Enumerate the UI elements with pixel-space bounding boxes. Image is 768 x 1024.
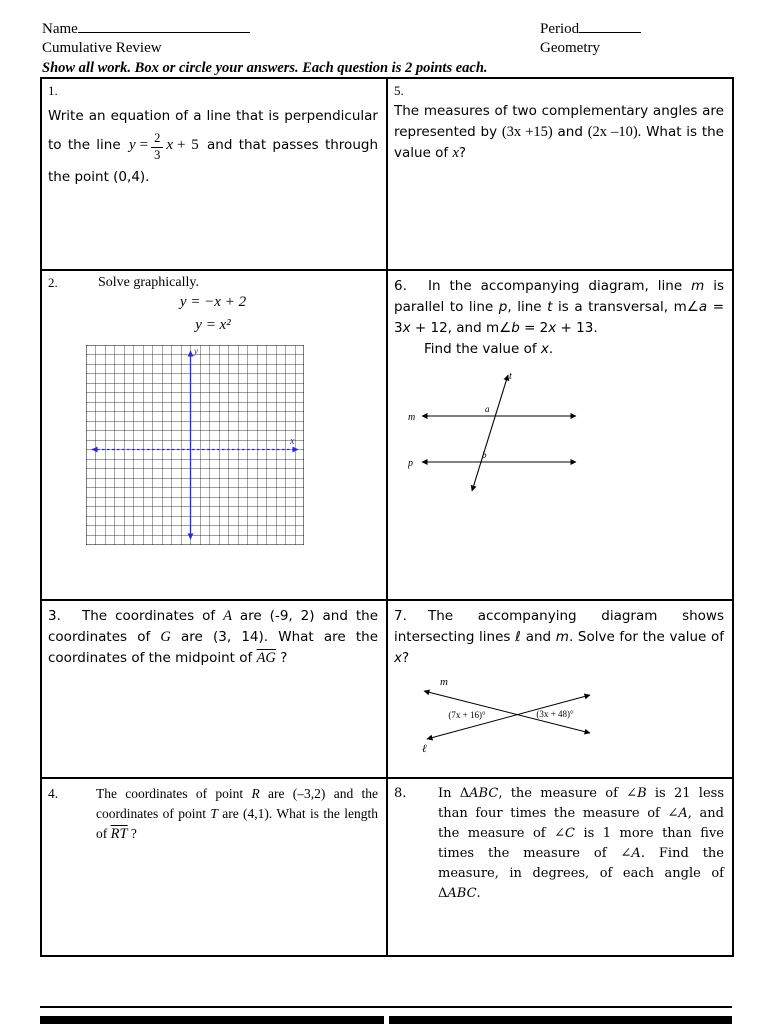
label-angle-a: a [485, 404, 490, 414]
seg: The coordinates of [82, 608, 224, 624]
grid-paper [86, 345, 304, 545]
equation-2: y = x² [195, 317, 231, 333]
seg: + 12, and m∠ [410, 320, 512, 336]
question-1-text [48, 102, 378, 192]
seg: is a transversal, m∠ [552, 299, 699, 315]
parallel-lines-diagram [408, 368, 724, 503]
seg: The coordinates of point [96, 786, 252, 801]
question-8-number: 8. [394, 786, 407, 801]
question-2-title: Solve graphically. [98, 275, 199, 290]
seg: In Δ [438, 786, 470, 801]
angle-C: C [565, 826, 575, 841]
seg: The measures of two complementary angles are represented by [394, 103, 724, 140]
question-7-number: 7. [394, 608, 407, 624]
question-4-cell [41, 778, 387, 956]
next-page-cell-right [389, 1016, 733, 1024]
instructions-line: Show all work. Box or circle your answers. Each question is 2 points each. [42, 60, 488, 76]
question-6-number: 6. [394, 278, 407, 294]
var-l: ℓ [515, 629, 522, 645]
var-x: x [548, 320, 557, 336]
question-6-find-line [424, 339, 724, 360]
seg: , line [507, 299, 548, 315]
var-t: t [547, 299, 553, 315]
seg: , and the measure of ∠ [438, 806, 724, 841]
question-2-cell [41, 270, 387, 600]
period-field [540, 19, 732, 39]
var-m: m [555, 629, 569, 645]
question-3-number: 3. [48, 608, 61, 624]
seg: Find the value of [424, 341, 541, 357]
seg: are (-9, 2) and the coordinates of [48, 608, 379, 645]
seg: The accompanying diagram shows intersecting lines [394, 608, 724, 645]
seg: = 2 [519, 320, 549, 336]
var-p: p [498, 299, 508, 315]
label-m: m [408, 412, 416, 423]
question-8-cell [387, 778, 733, 956]
expr-1: (3x +15) [501, 124, 553, 140]
label-t: t [509, 371, 512, 382]
seg: ? [127, 826, 137, 841]
question-4-text [48, 784, 378, 844]
question-7-cell [387, 600, 733, 778]
seg: and [521, 629, 556, 645]
angle-B: B [637, 786, 647, 801]
question-5-number: 5. [394, 83, 404, 98]
formula-equals: = [139, 137, 149, 153]
seg: and [552, 124, 588, 140]
point-R: R [251, 786, 260, 801]
seg: is 21 less than four times the measure of ∠ [438, 786, 724, 821]
fraction-denominator: 3 [154, 148, 161, 162]
formula-y: y [128, 137, 136, 153]
angle-A: A [631, 846, 641, 861]
question-5-cell [387, 78, 733, 270]
label-angle-right: (3x + 48)° [536, 709, 574, 719]
question-3-cell [41, 600, 387, 778]
question-5-text [394, 101, 724, 164]
seg: What is the value of [394, 124, 724, 161]
question-3-text [48, 606, 378, 669]
question-6-cell [387, 270, 733, 600]
seg: are (3, 14). What are the coordinates of the midpoint of [48, 629, 378, 666]
worksheet-header [42, 19, 732, 77]
expr-2: (2x –10). [587, 124, 642, 140]
question-8-text [394, 784, 724, 904]
seg: = 3 [394, 299, 725, 336]
var-x: x [394, 650, 402, 666]
seg: Write an equation of a line that is perpendicular to the line [48, 108, 378, 153]
point-T: T [210, 806, 218, 821]
subject-label: Geometry [540, 40, 600, 56]
name-label: Name [42, 21, 78, 37]
label-angle-left: (7x + 16)° [448, 710, 486, 720]
seg: ? [275, 650, 288, 666]
questions-table [40, 77, 734, 957]
question-2-number: 2. [48, 275, 58, 290]
name-field [42, 19, 250, 39]
next-page-table-edge [40, 1016, 732, 1024]
question-6-text [394, 276, 724, 339]
fraction [151, 132, 163, 163]
intersecting-lines-diagram [410, 675, 724, 760]
next-page-cell-left [40, 1016, 384, 1024]
period-label: Period [540, 21, 580, 37]
seg: , the measure of ∠ [498, 786, 638, 801]
seg: . Solve for the value of [568, 629, 724, 645]
fraction-numerator: 2 [151, 132, 163, 148]
coordinate-grid [86, 345, 378, 550]
seg: . Find the measure, in degrees, of each angle of Δ [438, 846, 725, 901]
period-blank-line [579, 19, 641, 33]
var-m: m [691, 278, 705, 294]
seg: are (–3,2) and the coordinates of point [96, 786, 378, 821]
seg: In the accompanying diagram, line [428, 278, 692, 294]
equation-1: y = −x + 2 [179, 294, 247, 310]
transversal-line-t [472, 375, 508, 491]
angle-A: A [678, 806, 688, 821]
label-l: ℓ [422, 743, 427, 755]
var-x: x [452, 145, 459, 161]
seg: are (4,1). What is the length of [96, 806, 378, 841]
seg: is parallel to line [394, 278, 724, 315]
question-4-number: 4. [48, 786, 59, 801]
question-1-number: 1. [48, 83, 58, 98]
label-angle-b: b [482, 450, 487, 460]
var-b: b [511, 320, 520, 336]
seg: + 13. [556, 320, 598, 336]
seg: ? [458, 145, 467, 161]
seg: is 1 more than five times the measure of ∠ [438, 826, 724, 861]
label-m: m [440, 676, 448, 688]
question-1-cell [41, 78, 387, 270]
point-G: G [160, 629, 171, 645]
triangle-ABC: ABC [447, 886, 477, 901]
var-x: x [540, 341, 549, 357]
var-x: x [402, 320, 411, 336]
segment-RT: $\overline{RT}$ [110, 826, 128, 842]
y-axis-label: y [194, 346, 198, 356]
label-p: p [408, 458, 413, 469]
segment-AG: $\overline{AG}$ [256, 650, 276, 666]
seg: . [548, 341, 554, 357]
seg: and that passes through the point (0,4). [48, 137, 378, 185]
var-a: a [698, 299, 708, 315]
triangle-ABC: ABC [469, 786, 499, 801]
review-title: Cumulative Review [42, 40, 162, 56]
question-7-text [394, 606, 724, 669]
formula-rest: + 5 [177, 137, 199, 153]
seg: ? [402, 650, 410, 666]
seg: . [476, 886, 481, 901]
point-A: A [223, 608, 232, 624]
formula-x: x [166, 137, 174, 153]
name-blank-line [78, 19, 250, 33]
next-page-table-top-border [40, 1006, 732, 1008]
x-axis-label: x [290, 436, 295, 447]
